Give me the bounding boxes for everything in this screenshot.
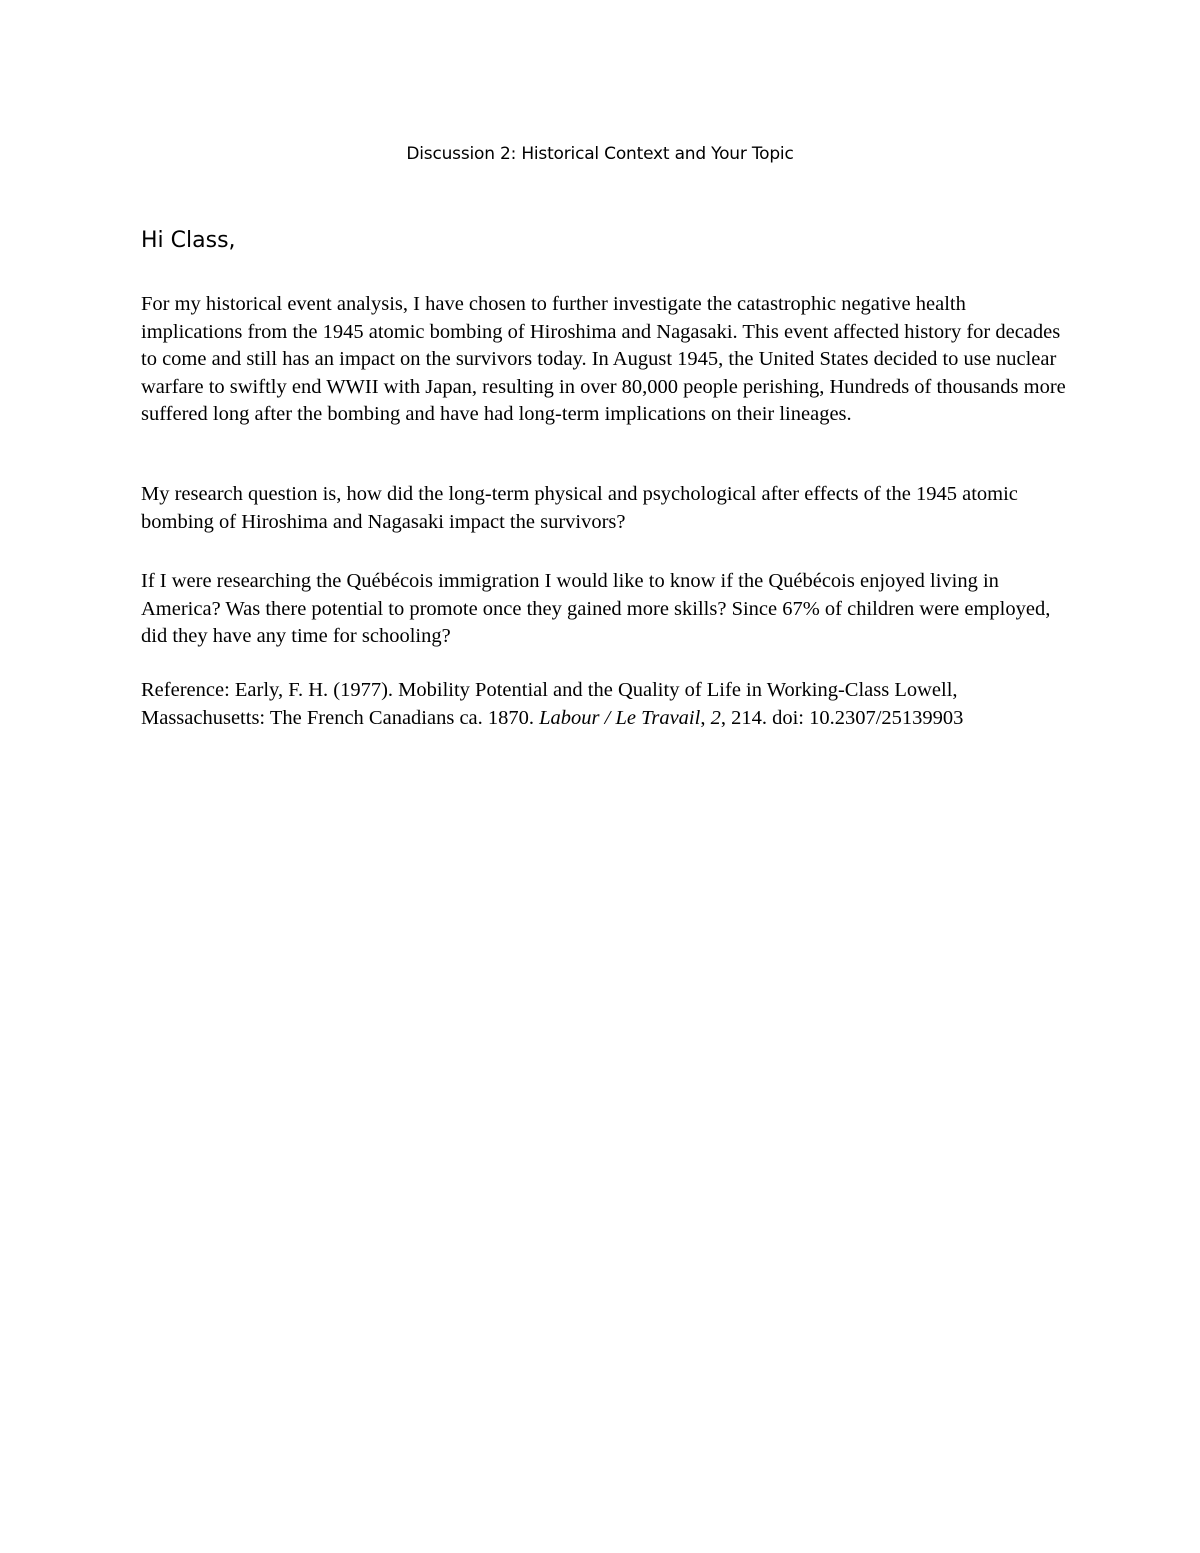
reference-volume: 2 (710, 706, 721, 729)
paragraph-quebecois-questions: If I were researching the Québécois immigration I would like to know if the Québécois enjoyed living in America? Was there potential to promote once they gained more skills? Since 67% of children were employed, did they have any time for schooling? (141, 570, 1051, 647)
reference-text: Reference: Early, F. H. (1977). Mobility Potential and the Quality of Life in Working-Class Lowell, Massachusetts: The French Canadians ca. 1870. (141, 679, 958, 729)
reference-citation (141, 677, 1071, 732)
paragraph-research-question: My research question is, how did the long-term physical and psychological after effects of the 1945 atomic bombing of Hiroshima and Nagasaki impact the survivors? (141, 483, 1018, 533)
reference-journal: Labour / Le Travail (539, 706, 701, 729)
reference-separator: , (700, 706, 711, 729)
page-title: Discussion 2: Historical Context and Your Topic (406, 144, 794, 164)
paragraph-event-analysis: For my historical event analysis, I have chosen to further investigate the catastrophic negative health implications from the 1945 atomic bombing of Hiroshima and Nagasaki. This event affected history for decades to come and still has an impact on the survivors today. In August 1945, the United States decided to use nuclear warfare to swiftly end WWII with Japan, resulting in over 80,000 people perishing, Hundreds of thousands more suffered long after the bombing and have had long-term implications on their lineages. (141, 293, 1066, 425)
reference-pages-doi: , 214. doi: 10.2307/25139903 (720, 706, 964, 729)
greeting: Hi Class, (141, 228, 236, 253)
